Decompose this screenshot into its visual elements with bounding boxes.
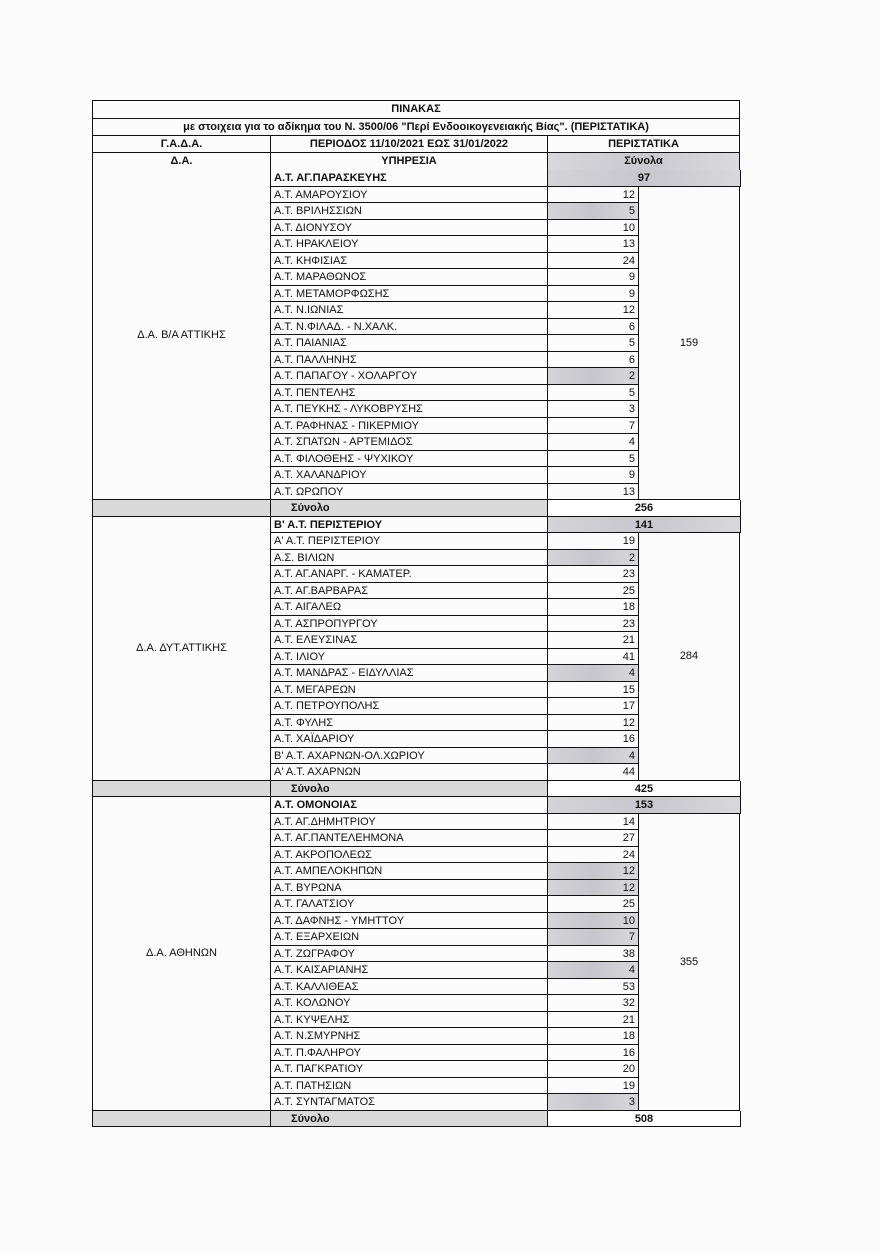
station-name: Α.Τ. ΒΡΙΛΗΣΣΙΩΝ bbox=[270, 203, 548, 220]
station-value: 5 bbox=[547, 203, 639, 220]
station-value: 23 bbox=[547, 616, 639, 633]
station-value: 4 bbox=[547, 962, 639, 979]
station-name: Α.Τ. ΜΑΡΑΘΩΝΟΣ bbox=[270, 269, 548, 286]
station-value: 2 bbox=[547, 368, 639, 385]
station-value: 25 bbox=[547, 896, 639, 913]
station-name: Α.Τ. ΜΑΝΔΡΑΣ - ΕΙΔΥΛΛΙΑΣ bbox=[270, 665, 548, 682]
sum-label: Σύνολο bbox=[270, 781, 548, 798]
station-name: Α.Τ. ΦΥΛΗΣ bbox=[270, 715, 548, 732]
station-value: 9 bbox=[547, 286, 639, 303]
station-value: 5 bbox=[547, 451, 639, 468]
station-name: Α.Τ. Π.ΦΑΛΗΡΟΥ bbox=[270, 1045, 548, 1062]
area-total: 284 bbox=[638, 533, 740, 781]
station-name: Α.Τ. ΚΟΛΩΝΟΥ bbox=[270, 995, 548, 1012]
sum-label: Σύνολο bbox=[270, 500, 548, 517]
station-value: 13 bbox=[547, 484, 639, 501]
station-name: Α.Τ. ΑΓ.ΒΑΡΒΑΡΑΣ bbox=[270, 583, 548, 600]
station-value: 12 bbox=[547, 302, 639, 319]
station-value: 24 bbox=[547, 847, 639, 864]
station-name: Α.Τ. ΑΓ.ΠΑΡΑΣΚΕΥΗΣ bbox=[270, 170, 548, 187]
station-value: 4 bbox=[547, 665, 639, 682]
station-value: 19 bbox=[547, 533, 639, 550]
station-name: Α.Τ. ΖΩΓΡΑΦΟΥ bbox=[270, 946, 548, 963]
header-row-bottom bbox=[92, 152, 740, 170]
station-value: 44 bbox=[547, 764, 639, 781]
area-name: Δ.Α. ΑΘΗΝΩΝ bbox=[92, 797, 271, 1111]
station-name: Α.Τ. ΠΕΥΚΗΣ - ΛΥΚΟΒΡΥΣΗΣ bbox=[270, 401, 548, 418]
station-value: 32 bbox=[547, 995, 639, 1012]
station-value: 18 bbox=[547, 599, 639, 616]
station-value: 12 bbox=[547, 880, 639, 897]
sum-value: 508 bbox=[547, 1111, 741, 1128]
station-value: 18 bbox=[547, 1028, 639, 1045]
station-value: 16 bbox=[547, 1045, 639, 1062]
station-name: Α.Τ. ΣΠΑΤΩΝ - ΑΡΤΕΜΙΔΟΣ bbox=[270, 434, 548, 451]
sum-value: 256 bbox=[547, 500, 741, 517]
station-name: Α.Τ. ΟΜΟΝΟΙΑΣ bbox=[270, 797, 548, 814]
station-name: Α.Τ. ΚΥΨΕΛΗΣ bbox=[270, 1012, 548, 1029]
station-name: Α.Τ. Ν.ΦΙΛΑΔ. - Ν.ΧΑΛΚ. bbox=[270, 319, 548, 336]
station-name: Α.Τ. ΑΓ.ΑΝΑΡΓ. - ΚΑΜΑΤΕΡ. bbox=[270, 566, 548, 583]
area-total: 159 bbox=[638, 187, 740, 501]
station-name: Α.Τ. ΚΑΛΛΙΘΕΑΣ bbox=[270, 979, 548, 996]
station-name: Α.Τ. ΚΗΦΙΣΙΑΣ bbox=[270, 253, 548, 270]
station-name: Α.Τ. ΙΛΙΟΥ bbox=[270, 649, 548, 666]
station-name: Α.Τ. ΠΑΓΚΡΑΤΙΟΥ bbox=[270, 1061, 548, 1078]
station-name: Α.Σ. ΒΙΛΙΩΝ bbox=[270, 550, 548, 567]
station-name: Α.Τ. ΣΥΝΤΑΓΜΑΤΟΣ bbox=[270, 1094, 548, 1111]
station-name: Β' Α.Τ. ΑΧΑΡΝΩΝ-ΟΛ.ΧΩΡΙΟΥ bbox=[270, 748, 548, 765]
table-subtitle: με στοιχεια για το αδίκημα του Ν. 3500/06 "Περί Ενδοοικογενειακής Βίας". (ΠΕΡΙΣΤΑΤΙΚΑ) bbox=[92, 118, 740, 135]
header-gada: Γ.Α.Δ.Α. bbox=[92, 135, 271, 152]
station-value: 13 bbox=[547, 236, 639, 253]
station-value: 97 bbox=[547, 170, 741, 187]
station-name: Α.Τ. ΠΑΙΑΝΙΑΣ bbox=[270, 335, 548, 352]
station-name: Α' Α.Τ. ΠΕΡΙΣΤΕΡΙΟΥ bbox=[270, 533, 548, 550]
station-name: Α.Τ. ΑΜΑΡΟΥΣΙΟΥ bbox=[270, 187, 548, 204]
station-name: Α.Τ. ΠΑΠΑΓΟΥ - ΧΟΛΑΡΓΟΥ bbox=[270, 368, 548, 385]
station-value: 21 bbox=[547, 1012, 639, 1029]
station-value: 17 bbox=[547, 698, 639, 715]
station-name: Α.Τ. ΑΓ.ΠΑΝΤΕΛΕΗΜΟΝΑ bbox=[270, 830, 548, 847]
station-name: Α.Τ. ΕΞΑΡΧΕΙΩΝ bbox=[270, 929, 548, 946]
station-value: 6 bbox=[547, 319, 639, 336]
station-name: Β' Α.Τ. ΠΕΡΙΣΤΕΡΙΟΥ bbox=[270, 517, 548, 534]
station-value: 4 bbox=[547, 748, 639, 765]
station-value: 19 bbox=[547, 1078, 639, 1095]
station-value: 10 bbox=[547, 220, 639, 237]
station-name: Α.Τ. ΜΕΤΑΜΟΡΦΩΣΗΣ bbox=[270, 286, 548, 303]
station-value: 14 bbox=[547, 814, 639, 831]
station-name: Α.Τ. ΗΡΑΚΛΕΙΟΥ bbox=[270, 236, 548, 253]
station-value: 12 bbox=[547, 187, 639, 204]
header-service: ΥΠΗΡΕΣΙΑ bbox=[270, 152, 548, 170]
station-name: Α.Τ. ΠΕΝΤΕΛΗΣ bbox=[270, 385, 548, 402]
station-value: 12 bbox=[547, 715, 639, 732]
station-value: 2 bbox=[547, 550, 639, 567]
station-value: 25 bbox=[547, 583, 639, 600]
station-value: 23 bbox=[547, 566, 639, 583]
station-value: 15 bbox=[547, 682, 639, 699]
station-name: Α.Τ. Ν.ΣΜΥΡΝΗΣ bbox=[270, 1028, 548, 1045]
station-name: Α.Τ. ΦΙΛΟΘΕΗΣ - ΨΥΧΙΚΟΥ bbox=[270, 451, 548, 468]
station-name: Α.Τ. ΠΕΤΡΟΥΠΟΛΗΣ bbox=[270, 698, 548, 715]
area-name: Δ.Α. Β/Α ΑΤΤΙΚΗΣ bbox=[92, 170, 271, 500]
header-incidents: ΠΕΡΙΣΤΑΤΙΚΑ bbox=[547, 135, 740, 152]
station-value: 24 bbox=[547, 253, 639, 270]
station-name: Α.Τ. ΑΣΠΡΟΠΥΡΓΟΥ bbox=[270, 616, 548, 633]
station-value: 38 bbox=[547, 946, 639, 963]
station-value: 5 bbox=[547, 385, 639, 402]
station-name: Α.Τ. ΧΑΛΑΝΔΡΙΟΥ bbox=[270, 467, 548, 484]
station-name: Α.Τ. ΑΓ.ΔΗΜΗΤΡΙΟΥ bbox=[270, 814, 548, 831]
station-value: 20 bbox=[547, 1061, 639, 1078]
station-name: Α.Τ. Ν.ΙΩΝΙΑΣ bbox=[270, 302, 548, 319]
station-value: 12 bbox=[547, 863, 639, 880]
station-name: Α.Τ. ΑΚΡΟΠΟΛΕΩΣ bbox=[270, 847, 548, 864]
station-name: Α.Τ. ΑΜΠΕΛΟΚΗΠΩΝ bbox=[270, 863, 548, 880]
station-name: Α.Τ. ΚΑΙΣΑΡΙΑΝΗΣ bbox=[270, 962, 548, 979]
station-value: 3 bbox=[547, 401, 639, 418]
station-name: Α.Τ. ΩΡΩΠΟΥ bbox=[270, 484, 548, 501]
header-da: Δ.Α. bbox=[92, 152, 271, 170]
station-value: 53 bbox=[547, 979, 639, 996]
station-name: Α.Τ. ΑΙΓΑΛΕΩ bbox=[270, 599, 548, 616]
station-name: Α.Τ. ΓΑΛΑΤΣΙΟΥ bbox=[270, 896, 548, 913]
station-value: 6 bbox=[547, 352, 639, 369]
header-period: ΠΕΡΙΟΔΟΣ 11/10/2021 ΕΩΣ 31/01/2022 bbox=[270, 135, 548, 152]
station-value: 16 bbox=[547, 731, 639, 748]
station-value: 5 bbox=[547, 335, 639, 352]
station-name: Α.Τ. ΧΑΪΔΑΡΙΟΥ bbox=[270, 731, 548, 748]
station-value: 153 bbox=[547, 797, 741, 814]
station-value: 7 bbox=[547, 929, 639, 946]
station-value: 27 bbox=[547, 830, 639, 847]
station-value: 7 bbox=[547, 418, 639, 435]
area-name: Δ.Α. ΔΥΤ.ΑΤΤΙΚΗΣ bbox=[92, 517, 271, 781]
station-value: 21 bbox=[547, 632, 639, 649]
station-name: Α.Τ. ΔΑΦΝΗΣ - ΥΜΗΤΤΟΥ bbox=[270, 913, 548, 930]
station-value: 9 bbox=[547, 467, 639, 484]
area-total: 355 bbox=[638, 814, 740, 1111]
station-name: Α.Τ. ΡΑΦΗΝΑΣ - ΠΙΚΕΡΜΙΟΥ bbox=[270, 418, 548, 435]
station-value: 3 bbox=[547, 1094, 639, 1111]
sum-label: Σύνολο bbox=[270, 1111, 548, 1128]
station-value: 9 bbox=[547, 269, 639, 286]
station-name: Α.Τ. ΔΙΟΝΥΣΟΥ bbox=[270, 220, 548, 237]
station-value: 10 bbox=[547, 913, 639, 930]
header-row-top bbox=[92, 135, 740, 152]
station-value: 41 bbox=[547, 649, 639, 666]
sum-value: 425 bbox=[547, 781, 741, 798]
station-value: 4 bbox=[547, 434, 639, 451]
header-totals: Σύνολα bbox=[547, 152, 740, 170]
station-name: Α.Τ. ΠΑΛΛΗΝΗΣ bbox=[270, 352, 548, 369]
station-name: Α.Τ. ΕΛΕΥΣΙΝΑΣ bbox=[270, 632, 548, 649]
station-name: Α.Τ. ΠΑΤΗΣΙΩΝ bbox=[270, 1078, 548, 1095]
station-name: Α.Τ. ΒΥΡΩΝΑ bbox=[270, 880, 548, 897]
station-name: Α' Α.Τ. ΑΧΑΡΝΩΝ bbox=[270, 764, 548, 781]
table-title: ΠΙΝΑΚΑΣ bbox=[92, 100, 740, 118]
station-value: 141 bbox=[547, 517, 741, 534]
station-name: Α.Τ. ΜΕΓΑΡΕΩΝ bbox=[270, 682, 548, 699]
